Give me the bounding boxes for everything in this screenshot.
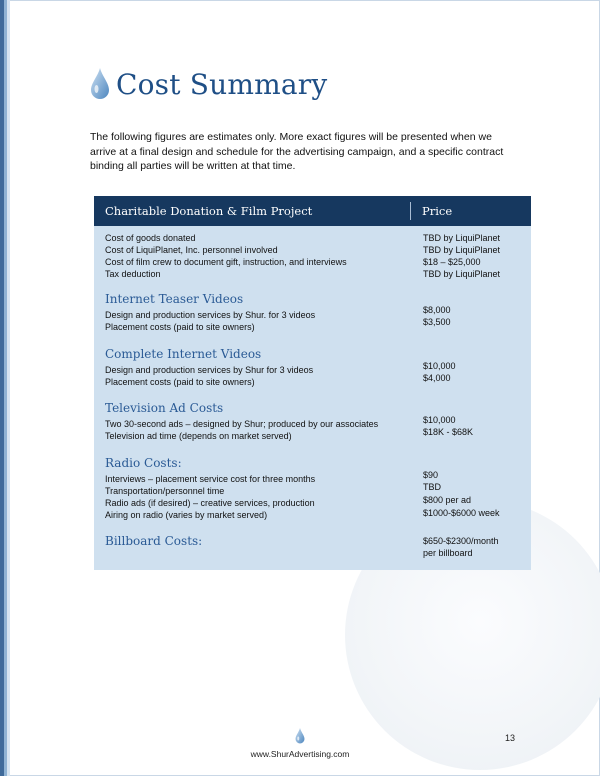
section-heading: Radio Costs: [105,456,182,470]
price-item: $1000-$6000 week [423,508,500,518]
line-item: Airing on radio (varies by market served) [105,510,268,520]
price-item: TBD by LiquiPlanet [423,233,501,243]
price-item: $3,500 [423,317,451,327]
line-item: Interviews – placement service cost for three months [105,474,316,484]
table-header [94,196,531,226]
section-heading: Complete Internet Videos [105,347,262,361]
price-item: $4,000 [423,373,451,383]
water-drop-icon [90,67,110,101]
price-item: $18 – $25,000 [423,257,481,267]
page-title: Cost Summary [116,67,328,101]
price-item: $650-$2300/month [423,536,499,546]
price-item: TBD [423,482,441,492]
price-item: $18K - $68K [423,427,474,437]
line-item: Design and production services by Shur for 3 videos [105,365,314,375]
footer-url[interactable]: www.ShurAdvertising.com [250,749,350,759]
price-item: TBD by LiquiPlanet [423,269,501,279]
price-item: TBD by LiquiPlanet [423,245,501,255]
price-item: $90 [423,470,439,480]
line-item: Placement costs (paid to site owners) [105,377,255,387]
left-border-decoration [0,0,10,776]
line-item: Transportation/personnel time [105,486,225,496]
section-heading: Television Ad Costs [105,401,224,415]
header-divider [410,202,411,220]
line-item: Cost of film crew to document gift, instruction, and interviews [105,257,347,267]
price-item: $10,000 [423,361,456,371]
footer-water-drop-icon [295,727,305,745]
line-item: Tax deduction [105,269,161,279]
price-item: $800 per ad [423,495,472,505]
title-row [90,64,327,104]
section-heading: Internet Teaser Videos [105,292,244,306]
top-border [10,0,600,1]
price-item: $10,000 [423,415,456,425]
header-project: Charitable Donation & Film Project [105,204,313,218]
price-item: $8,000 [423,305,451,315]
cost-table [94,196,531,570]
line-item: Television ad time (depends on market served) [105,431,292,441]
section-heading: Billboard Costs: [105,534,203,548]
line-item: Cost of LiquiPlanet, Inc. personnel involved [105,245,278,255]
line-item: Design and production services by Shur. for 3 videos [105,310,316,320]
line-item: Placement costs (paid to site owners) [105,322,255,332]
line-item: Cost of goods donated [105,233,196,243]
line-item: Two 30-second ads – designed by Shur; produced by our associates [105,419,379,429]
intro-paragraph: The following figures are estimates only. More exact figures will be presented when we arrive at a final design and schedule for the advertising campaign, and a specific contract binding all parties will be written at that time. [90,131,504,172]
page-number: 13 [505,733,516,743]
header-price: Price [422,204,453,218]
price-item: per billboard [423,548,473,558]
line-item: Radio ads (if desired) – creative services, production [105,498,315,508]
